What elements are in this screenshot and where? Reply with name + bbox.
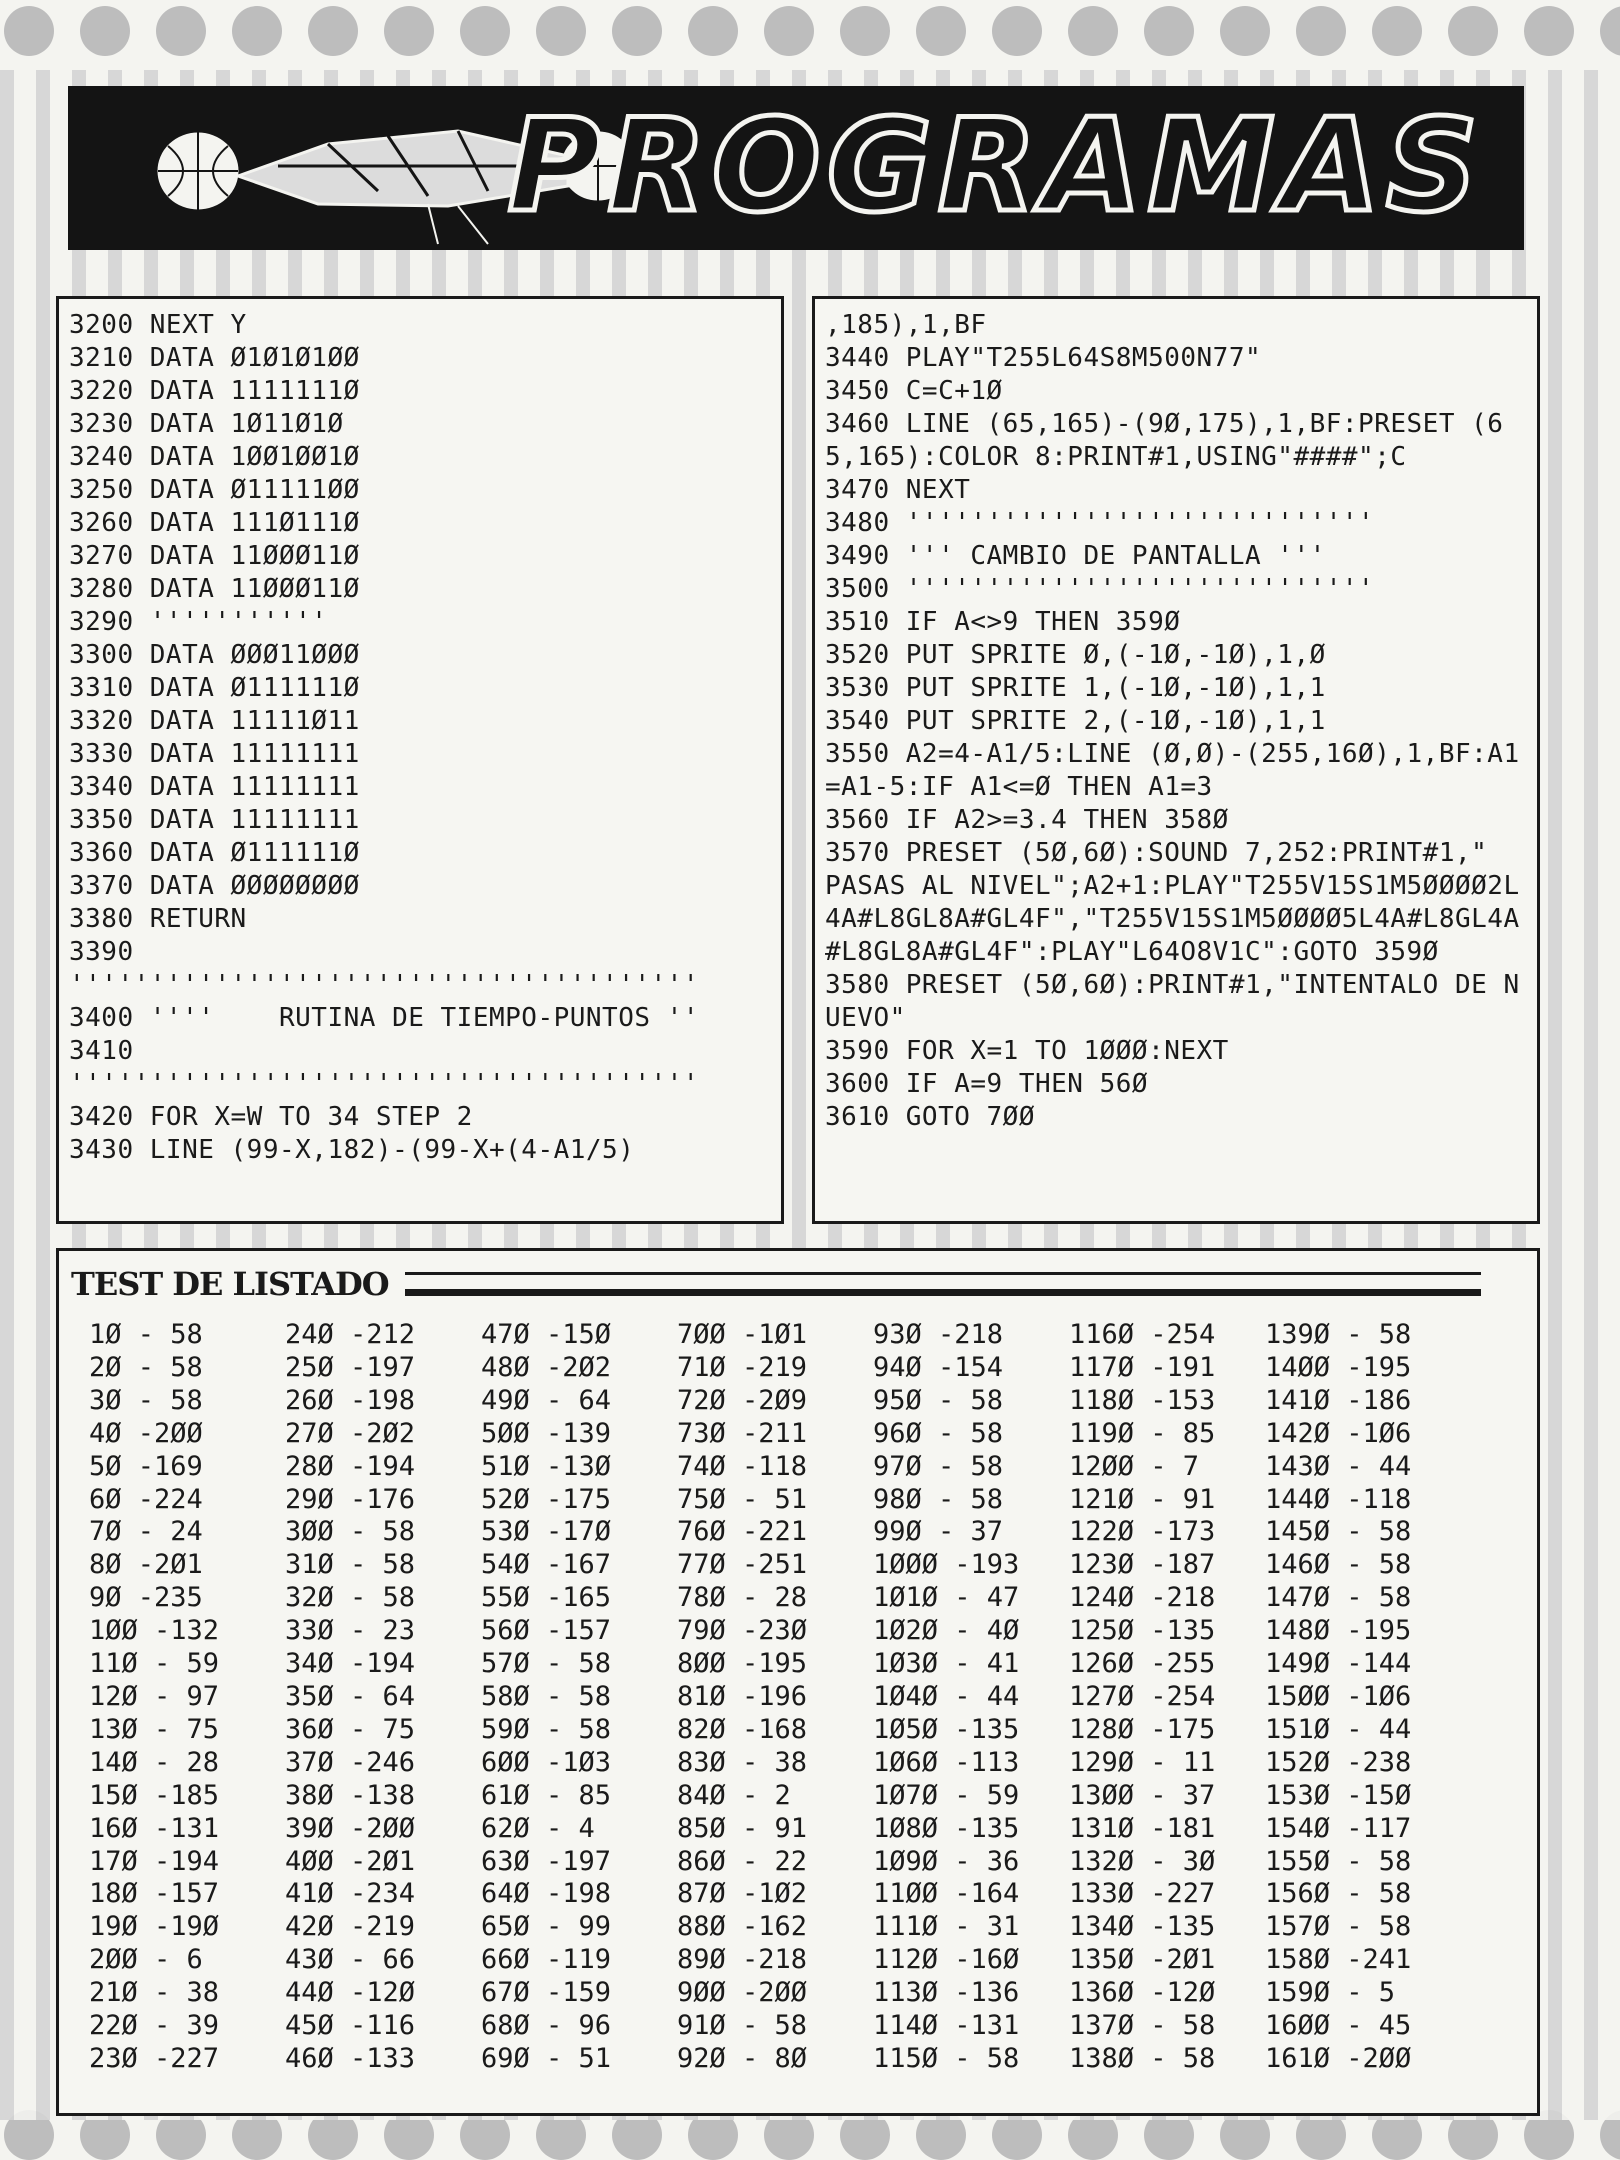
checksum-entry: 14ØØ -195 — [1265, 1351, 1412, 1383]
checksum-entry: 27Ø -2Ø2 — [285, 1417, 416, 1449]
code-line: 3550 A2=4-A1/5:LINE (Ø,Ø)-(255,16Ø),1,BF:A1=A1-5:IF A1<=Ø THEN A1=3 — [825, 739, 1520, 802]
code-line: 3420 FOR X=W TO 34 STEP 2 — [69, 1102, 473, 1132]
checksum-entry: 139Ø - 58 — [1265, 1319, 1412, 1350]
checksum-column — [1069, 1319, 1265, 2076]
decorative-dot — [80, 6, 130, 56]
title-rule — [405, 1272, 1481, 1296]
decorative-dot — [1524, 6, 1574, 56]
checksum-entry: 94Ø -154 — [873, 1351, 1004, 1383]
checksum-entry: 38Ø -138 — [285, 1779, 416, 1811]
checksum-entry: 55Ø -165 — [481, 1582, 612, 1614]
checksum-entry: 67Ø -159 — [481, 1977, 612, 2009]
checksum-entry: 59Ø - 58 — [481, 1713, 612, 1745]
checksum-entry: 62Ø - 4 — [481, 1812, 595, 1844]
checksum-entry: 131Ø -181 — [1069, 1812, 1216, 1844]
code-line: 3600 IF A=9 THEN 56Ø — [825, 1069, 1149, 1099]
checksum-entry: 152Ø -238 — [1265, 1746, 1412, 1778]
checksum-entry: 33Ø - 23 — [285, 1615, 416, 1647]
decorative-dot — [308, 6, 358, 56]
checksum-entry: 1Ø5Ø -135 — [873, 1713, 1020, 1745]
checksum-entry: 2Ø - 58 — [89, 1351, 203, 1383]
code-line: 3610 GOTO 7ØØ — [825, 1102, 1035, 1132]
checksum-entry: 47Ø -15Ø — [481, 1319, 612, 1350]
checksum-entry: 1Ø2Ø - 4Ø — [873, 1615, 1020, 1647]
checksum-entry: 65Ø - 99 — [481, 1911, 612, 1943]
checksum-entry: 9ØØ -2ØØ — [677, 1977, 808, 2009]
code-line: 3330 DATA 11111111 — [69, 739, 360, 769]
checksum-entry: 29Ø -176 — [285, 1483, 416, 1515]
code-line: 3260 DATA 111Ø111Ø — [69, 508, 360, 538]
checksum-entry: 88Ø -162 — [677, 1911, 808, 1943]
test-title: TEST DE LISTADO — [71, 1265, 389, 1303]
checksum-entry: 129Ø - 11 — [1069, 1746, 1216, 1778]
decorative-dot — [1372, 6, 1422, 56]
decorative-dot — [1448, 6, 1498, 56]
code-line: 3530 PUT SPRITE 1,(-1Ø,-1Ø),1,1 — [825, 673, 1326, 703]
code-line: 3200 NEXT Y — [69, 310, 247, 340]
checksum-entry: 3ØØ - 58 — [285, 1516, 416, 1548]
checksum-entry: 7ØØ -1Ø1 — [677, 1319, 808, 1350]
checksum-entry: 1Ø1Ø - 47 — [873, 1582, 1020, 1614]
checksum-entry: 14Ø - 28 — [89, 1746, 220, 1778]
checksum-entry: 16Ø -131 — [89, 1812, 220, 1844]
checksum-entry: 48Ø -2Ø2 — [481, 1351, 612, 1383]
checksum-entry: 44Ø -12Ø — [285, 1977, 416, 2009]
checksum-entry: 1Ø - 58 — [89, 1319, 203, 1350]
checksum-entry: 5ØØ -139 — [481, 1417, 612, 1449]
checksum-entry: 22Ø - 39 — [89, 2010, 220, 2042]
checksum-entry: 15Ø -185 — [89, 1779, 220, 1811]
decorative-dot — [232, 6, 282, 56]
checksum-entry: 11Ø - 59 — [89, 1648, 220, 1680]
decorative-dot — [992, 6, 1042, 56]
checksum-entry: 126Ø -255 — [1069, 1648, 1216, 1680]
checksum-entry: 144Ø -118 — [1265, 1483, 1412, 1515]
checksum-entry: 148Ø -195 — [1265, 1615, 1412, 1647]
decorative-dot — [916, 6, 966, 56]
checksum-entry: 127Ø -254 — [1069, 1680, 1216, 1712]
code-line: 3310 DATA Ø111111Ø — [69, 673, 360, 703]
checksum-entry: 145Ø - 58 — [1265, 1516, 1412, 1548]
checksum-entry: 1Ø8Ø -135 — [873, 1812, 1020, 1844]
checksum-entry: 35Ø - 64 — [285, 1680, 416, 1712]
checksum-entry: 85Ø - 91 — [677, 1812, 808, 1844]
listing-panel-right — [812, 296, 1540, 1224]
checksum-entry: 151Ø - 44 — [1265, 1713, 1412, 1745]
decorative-dot — [764, 6, 814, 56]
checksum-entry: 24Ø -212 — [285, 1319, 416, 1350]
code-line: 3210 DATA Ø1Ø1Ø1ØØ — [69, 343, 360, 373]
code-line: 3430 LINE (99-X,182)-(99-X+(4-A1/5) — [69, 1135, 635, 1165]
checksum-entry: 118Ø -153 — [1069, 1384, 1216, 1416]
checksum-entry: 156Ø - 58 — [1265, 1878, 1412, 1910]
code-line: 3590 FOR X=1 TO 1ØØØ:NEXT — [825, 1036, 1229, 1066]
code-line: 3230 DATA 1Ø11Ø1Ø — [69, 409, 344, 439]
header-banner — [68, 86, 1524, 250]
code-listing-right — [815, 299, 1537, 1134]
code-line: 3220 DATA 1111111Ø — [69, 376, 360, 406]
checksum-entry: 91Ø - 58 — [677, 2010, 808, 2042]
code-line: 3360 DATA Ø111111Ø — [69, 838, 360, 868]
checksum-entry: 8Ø -2Ø1 — [89, 1549, 203, 1581]
checksum-entry: 121Ø - 91 — [1069, 1483, 1216, 1515]
checksum-entry: 23Ø -227 — [89, 2042, 220, 2074]
code-line: 3570 PRESET (5Ø,6Ø):SOUND 7,252:PRINT#1," PASAS AL NIVEL";A2+1:PLAY"T255V15S1M5ØØØØ2L4A#L8GL8A#GL4F","T255V15S1M5ØØØØ5L4A#L8GL4A#L8GL8A#GL4F":PLAY"L64O8V1C":GOTO 359Ø — [825, 838, 1520, 967]
checksum-entry: 56Ø -157 — [481, 1615, 612, 1647]
checksum-entry: 125Ø -135 — [1069, 1615, 1216, 1647]
checksum-entry: 111Ø - 31 — [873, 1911, 1020, 1943]
checksum-entry: 1Ø7Ø - 59 — [873, 1779, 1020, 1811]
checksum-entry: 3Ø - 58 — [89, 1384, 203, 1416]
checksum-entry: 123Ø -187 — [1069, 1549, 1216, 1581]
code-line: 3270 DATA 11ØØØ11Ø — [69, 541, 360, 571]
checksum-entry: 133Ø -227 — [1069, 1878, 1216, 1910]
checksum-entry: 36Ø - 75 — [285, 1713, 416, 1745]
checksum-entry: 8ØØ -195 — [677, 1648, 808, 1680]
checksum-entry: 146Ø - 58 — [1265, 1549, 1412, 1581]
checksum-entry: 1Ø6Ø -113 — [873, 1746, 1020, 1778]
decorative-dot — [156, 6, 206, 56]
checksum-entry: 134Ø -135 — [1069, 1911, 1216, 1943]
checksum-entry: 96Ø - 58 — [873, 1417, 1004, 1449]
checksum-entry: 6Ø -224 — [89, 1483, 203, 1515]
checksum-entry: 113Ø -136 — [873, 1977, 1020, 2009]
checksum-entry: 46Ø -133 — [285, 2042, 416, 2074]
code-line: 3500 ''''''''''''''''''''''''''''' — [825, 574, 1375, 604]
checksum-entry: 93Ø -218 — [873, 1319, 1004, 1350]
checksum-entry: 86Ø - 22 — [677, 1845, 808, 1877]
code-line: 3560 IF A2>=3.4 THEN 358Ø — [825, 805, 1229, 835]
checksum-entry: 1Ø3Ø - 41 — [873, 1648, 1020, 1680]
code-line: 3350 DATA 11111111 — [69, 805, 360, 835]
checksum-entry: 69Ø - 51 — [481, 2042, 612, 2074]
code-line: 3490 ''' CAMBIO DE PANTALLA ''' — [825, 541, 1326, 571]
checksum-entry: 87Ø -1Ø2 — [677, 1878, 808, 1910]
checksum-entry: 26Ø -198 — [285, 1384, 416, 1416]
code-line: 3460 LINE (65,165)-(9Ø,175),1,BF:PRESET (65,165):COLOR 8:PRINT#1,USING"####";C — [825, 409, 1504, 472]
checksum-entry: 41Ø -234 — [285, 1878, 416, 1910]
checksum-entry: 124Ø -218 — [1069, 1582, 1216, 1614]
code-line: 3280 DATA 11ØØØ11Ø — [69, 574, 360, 604]
checksum-entry: 74Ø -118 — [677, 1450, 808, 1482]
checksum-entry: 77Ø -251 — [677, 1549, 808, 1581]
code-line: 3400 '''' RUTINA DE TIEMPO-PUNTOS '' — [69, 1003, 699, 1033]
code-line: ,185),1,BF — [825, 310, 987, 340]
checksum-entry: 58Ø - 58 — [481, 1680, 612, 1712]
checksum-entry: 72Ø -2Ø9 — [677, 1384, 808, 1416]
test-header — [71, 1265, 1481, 1303]
checksum-entry: 34Ø -194 — [285, 1648, 416, 1680]
checksum-entry: 17Ø -194 — [89, 1845, 220, 1877]
checksum-entry: 54Ø -167 — [481, 1549, 612, 1581]
checksum-entry: 43Ø - 66 — [285, 1944, 416, 1976]
checksum-entry: 53Ø -17Ø — [481, 1516, 612, 1548]
checksum-entry: 132Ø - 3Ø — [1069, 1845, 1216, 1877]
listing-panel-left — [56, 296, 784, 1224]
decorative-dot — [1220, 6, 1270, 56]
checksum-entry: 66Ø -119 — [481, 1944, 612, 1976]
checksum-entry: 63Ø -197 — [481, 1845, 612, 1877]
page-title: PROGRAMAS — [507, 92, 1484, 241]
checksum-entry: 117Ø -191 — [1069, 1351, 1216, 1383]
checksum-entry: 98Ø - 58 — [873, 1483, 1004, 1515]
checksum-entry: 5Ø -169 — [89, 1450, 203, 1482]
decorative-dot — [688, 6, 738, 56]
checksum-table — [89, 1319, 1461, 2076]
checksum-entry: 119Ø - 85 — [1069, 1417, 1216, 1449]
checksum-entry: 95Ø - 58 — [873, 1384, 1004, 1416]
checksum-entry: 13Ø - 75 — [89, 1713, 220, 1745]
checksum-column — [285, 1319, 481, 2076]
code-line: 3410 ''''''''''''''''''''''''''''''''''''''' — [69, 1036, 699, 1099]
checksum-entry: 51Ø -13Ø — [481, 1450, 612, 1482]
code-line: 3250 DATA Ø11111ØØ — [69, 475, 360, 505]
checksum-entry: 154Ø -117 — [1265, 1812, 1412, 1844]
checksum-entry: 73Ø -211 — [677, 1417, 808, 1449]
checksum-entry: 1Ø9Ø - 36 — [873, 1845, 1020, 1877]
code-line: 3340 DATA 11111111 — [69, 772, 360, 802]
checksum-entry: 42Ø -219 — [285, 1911, 416, 1943]
checksum-entry: 155Ø - 58 — [1265, 1845, 1412, 1877]
top-dot-border — [0, 0, 1620, 56]
decorative-dot — [840, 6, 890, 56]
checksum-entry: 11ØØ -164 — [873, 1878, 1020, 1910]
checksum-entry: 31Ø - 58 — [285, 1549, 416, 1581]
checksum-entry: 82Ø -168 — [677, 1713, 808, 1745]
checksum-entry: 83Ø - 38 — [677, 1746, 808, 1778]
checksum-entry: 19Ø -19Ø — [89, 1911, 220, 1943]
checksum-entry: 158Ø -241 — [1265, 1944, 1412, 1976]
code-line: 3380 RETURN — [69, 904, 247, 934]
checksum-entry: 92Ø - 8Ø — [677, 2042, 808, 2074]
code-listing-left — [59, 299, 781, 1167]
checksum-entry: 1ØØ -132 — [89, 1615, 220, 1647]
code-line: 3370 DATA ØØØØØØØØ — [69, 871, 360, 901]
decorative-dot — [1068, 6, 1118, 56]
code-line: 3240 DATA 1ØØ1ØØ1Ø — [69, 442, 360, 472]
checksum-entry: 12Ø - 97 — [89, 1680, 220, 1712]
checksum-column — [481, 1319, 677, 2076]
code-line: 3580 PRESET (5Ø,6Ø):PRINT#1,"INTENTALO DE NUEVO" — [825, 970, 1520, 1033]
checksum-entry: 12ØØ - 7 — [1069, 1450, 1200, 1482]
decorative-dot — [4, 6, 54, 56]
code-line: 3510 IF A<>9 THEN 359Ø — [825, 607, 1181, 637]
checksum-entry: 84Ø - 2 — [677, 1779, 791, 1811]
checksum-entry: 138Ø - 58 — [1069, 2042, 1216, 2074]
decorative-dot — [460, 6, 510, 56]
checksum-entry: 2ØØ - 6 — [89, 1944, 203, 1976]
checksum-entry: 6ØØ -1Ø3 — [481, 1746, 612, 1778]
decorative-dot — [384, 6, 434, 56]
checksum-entry: 28Ø -194 — [285, 1450, 416, 1482]
checksum-entry: 21Ø - 38 — [89, 1977, 220, 2009]
checksum-entry: 45Ø -116 — [285, 2010, 416, 2042]
checksum-entry: 97Ø - 58 — [873, 1450, 1004, 1482]
checksum-entry: 15ØØ -1Ø6 — [1265, 1680, 1412, 1712]
checksum-entry: 7Ø - 24 — [89, 1516, 203, 1548]
code-line: 3300 DATA ØØØ11ØØØ — [69, 640, 360, 670]
checksum-entry: 115Ø - 58 — [873, 2042, 1020, 2074]
checksum-entry: 128Ø -175 — [1069, 1713, 1216, 1745]
code-line: 3390 ''''''''''''''''''''''''''''''''''''''' — [69, 937, 699, 1000]
code-line: 3440 PLAY"T255L64S8M500N77" — [825, 343, 1262, 373]
checksum-entry: 122Ø -173 — [1069, 1516, 1216, 1548]
checksum-column — [677, 1319, 873, 2076]
checksum-entry: 49Ø - 64 — [481, 1384, 612, 1416]
code-line: 3290 ''''''''''' — [69, 607, 328, 637]
checksum-entry: 75Ø - 51 — [677, 1483, 808, 1515]
checksum-entry: 99Ø - 37 — [873, 1516, 1004, 1548]
code-line: 3320 DATA 11111Ø11 — [69, 706, 360, 736]
checksum-entry: 32Ø - 58 — [285, 1582, 416, 1614]
checksum-column — [873, 1319, 1069, 2076]
checksum-entry: 149Ø -144 — [1265, 1648, 1412, 1680]
checksum-entry: 136Ø -12Ø — [1069, 1977, 1216, 2009]
checksum-column — [89, 1319, 285, 2076]
checksum-entry: 4ØØ -2Ø1 — [285, 1845, 416, 1877]
checksum-column — [1265, 1319, 1461, 2076]
checksum-entry: 142Ø -1Ø6 — [1265, 1417, 1412, 1449]
test-de-listado-panel — [56, 1248, 1540, 2116]
checksum-entry: 9Ø -235 — [89, 1582, 203, 1614]
checksum-entry: 76Ø -221 — [677, 1516, 808, 1548]
checksum-entry: 57Ø - 58 — [481, 1648, 612, 1680]
checksum-entry: 68Ø - 96 — [481, 2010, 612, 2042]
code-line: 3450 C=C+1Ø — [825, 376, 1003, 406]
checksum-entry: 81Ø -196 — [677, 1680, 808, 1712]
checksum-entry: 39Ø -2ØØ — [285, 1812, 416, 1844]
decorative-dot — [1600, 6, 1620, 56]
checksum-entry: 135Ø -2Ø1 — [1069, 1944, 1216, 1976]
checksum-entry: 141Ø -186 — [1265, 1384, 1412, 1416]
checksum-entry: 25Ø -197 — [285, 1351, 416, 1383]
checksum-entry: 37Ø -246 — [285, 1746, 416, 1778]
checksum-entry: 64Ø -198 — [481, 1878, 612, 1910]
checksum-entry: 114Ø -131 — [873, 2010, 1020, 2042]
checksum-entry: 18Ø -157 — [89, 1878, 220, 1910]
checksum-entry: 71Ø -219 — [677, 1351, 808, 1383]
checksum-entry: 159Ø - 5 — [1265, 1977, 1396, 2009]
checksum-entry: 147Ø - 58 — [1265, 1582, 1412, 1614]
checksum-entry: 13ØØ - 37 — [1069, 1779, 1216, 1811]
checksum-entry: 79Ø -23Ø — [677, 1615, 808, 1647]
checksum-entry: 116Ø -254 — [1069, 1319, 1216, 1350]
decorative-dot — [612, 6, 662, 56]
checksum-entry: 1Ø4Ø - 44 — [873, 1680, 1020, 1712]
checksum-entry: 16ØØ - 45 — [1265, 2010, 1412, 2042]
checksum-entry: 153Ø -15Ø — [1265, 1779, 1412, 1811]
checksum-entry: 161Ø -2ØØ — [1265, 2042, 1412, 2074]
checksum-entry: 89Ø -218 — [677, 1944, 808, 1976]
code-line: 3540 PUT SPRITE 2,(-1Ø,-1Ø),1,1 — [825, 706, 1326, 736]
checksum-entry: 4Ø -2ØØ — [89, 1417, 203, 1449]
decorative-dot — [536, 6, 586, 56]
checksum-entry: 78Ø - 28 — [677, 1582, 808, 1614]
code-line: 3470 NEXT — [825, 475, 971, 505]
checksum-entry: 157Ø - 58 — [1265, 1911, 1412, 1943]
checksum-entry: 112Ø -16Ø — [873, 1944, 1020, 1976]
checksum-entry: 52Ø -175 — [481, 1483, 612, 1515]
code-line: 3520 PUT SPRITE Ø,(-1Ø,-1Ø),1,Ø — [825, 640, 1326, 670]
checksum-entry: 61Ø - 85 — [481, 1779, 612, 1811]
decorative-dot — [1296, 6, 1346, 56]
checksum-entry: 1ØØØ -193 — [873, 1549, 1020, 1581]
checksum-entry: 137Ø - 58 — [1069, 2010, 1216, 2042]
checksum-entry: 143Ø - 44 — [1265, 1450, 1412, 1482]
code-line: 3480 ''''''''''''''''''''''''''''' — [825, 508, 1375, 538]
decorative-dot — [1144, 6, 1194, 56]
